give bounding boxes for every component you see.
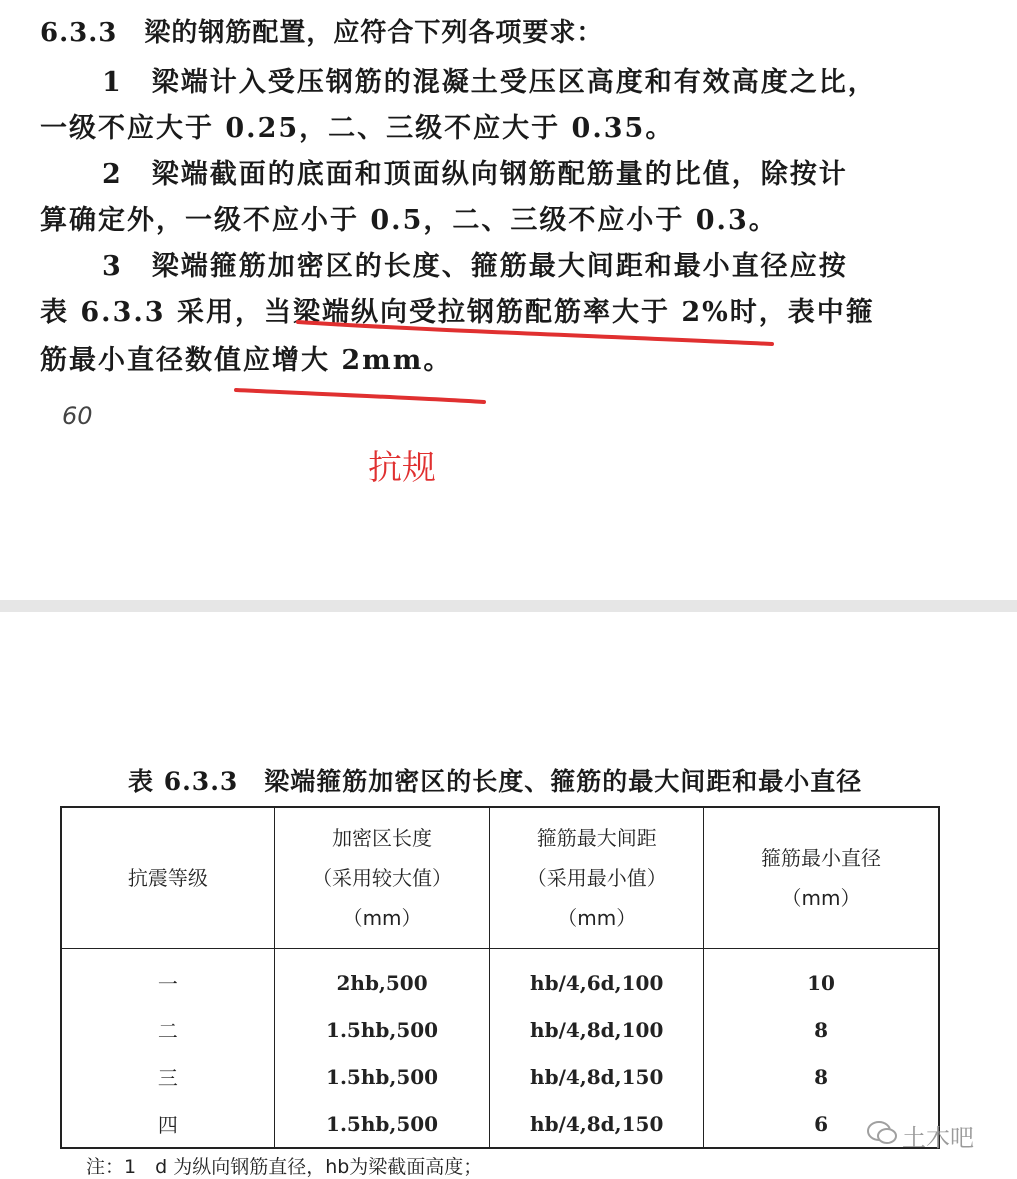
clause-line: 算确定外，一级不应小于 0.5，二、三级不应小于 0.3。	[40, 205, 778, 236]
header-max-spacing: 箍筋最大间距 （采用最小值） （mm）	[490, 807, 704, 949]
clause-line: 3 梁端箍筋加密区的长度、箍筋最大间距和最小直径应按	[102, 251, 848, 282]
clause-line: 一级不应大于 0.25，二、三级不应大于 0.35。	[40, 113, 675, 144]
clause-line: 表 6.3.3 采用，当梁端纵向受拉钢筋配筋率大于 2%时，表中箍	[40, 297, 875, 328]
table-row: 二 1.5hb,500 hb/4,8d,100 8	[61, 1006, 939, 1053]
underline-stroke-2	[236, 390, 484, 402]
watermark: 土木吧	[902, 1124, 974, 1152]
page-number: 60	[62, 402, 93, 430]
header-dense-length: 加密区长度 （采用较大值） （mm）	[274, 807, 490, 949]
table-note: 注：1 d 为纵向钢筋直径，hb为梁截面高度；	[86, 1156, 483, 1178]
header-min-diameter: 箍筋最小直径 （mm）	[704, 807, 939, 949]
table-row: 三 1.5hb,500 hb/4,8d,150 8	[61, 1053, 939, 1100]
chat-bubble-icon	[866, 1120, 898, 1146]
clause-line: 1 梁端计入受压钢筋的混凝土受压区高度和有效高度之比，	[102, 67, 877, 98]
clause-line: 筋最小直径数值应增大 2mm。	[40, 345, 453, 376]
stirrup-table	[60, 806, 940, 1149]
table-title: 表 6.3.3 梁端箍筋加密区的长度、箍筋的最大间距和最小直径	[128, 767, 863, 796]
clause-heading: 6.3.3 梁的钢筋配置，应符合下列各项要求：	[40, 18, 604, 48]
section-divider	[0, 600, 1017, 612]
source-label: 抗规	[368, 448, 436, 488]
header-seismic-grade: 抗震等级	[61, 807, 274, 949]
table-row: 一 2hb,500 hb/4,6d,100 10	[61, 949, 939, 1007]
clause-line: 2 梁端截面的底面和顶面纵向钢筋配筋量的比值，除按计	[102, 159, 848, 190]
underline-stroke-1	[298, 322, 772, 344]
table-row: 四 1.5hb,500 hb/4,8d,150 6	[61, 1100, 939, 1148]
table-header-row	[61, 807, 939, 949]
